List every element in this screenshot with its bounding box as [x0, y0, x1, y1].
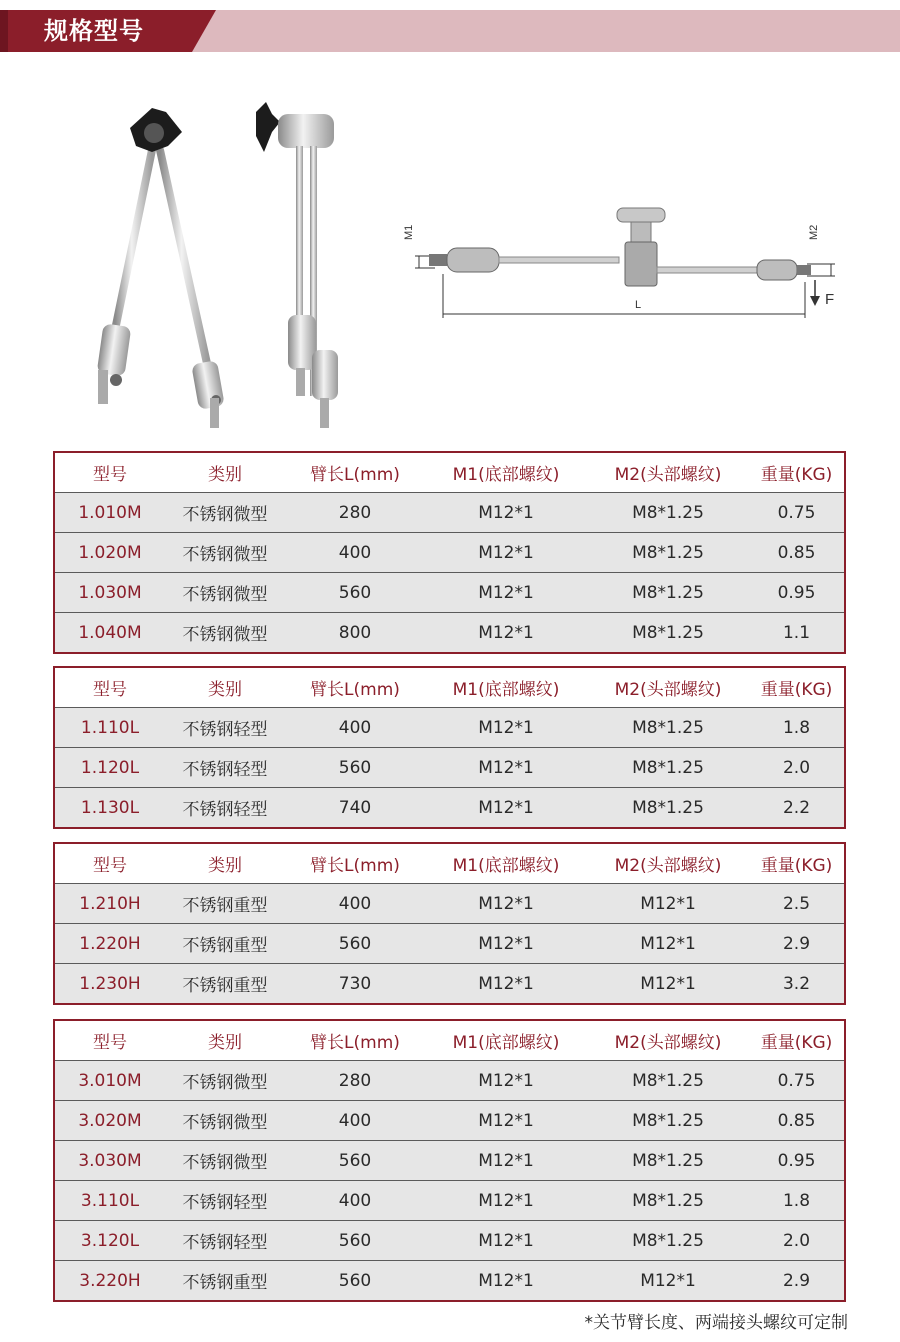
header-arm-length: 臂长L(mm): [310, 465, 400, 485]
cell-weight: 0.95: [777, 1150, 816, 1171]
table-row: [55, 572, 844, 612]
cell-m1: M12*1: [478, 582, 534, 603]
cell-weight: 2.2: [782, 797, 811, 818]
header-weight: 重量(KG): [760, 465, 833, 485]
table-row: [55, 1220, 844, 1260]
cell-weight: 0.85: [777, 542, 816, 563]
cell-m2: M8*1.25: [632, 717, 704, 738]
cell-arm-length: 280: [338, 1070, 372, 1091]
header-m2: M2(头部螺纹): [614, 465, 722, 485]
cell-arm-length: 280: [338, 502, 372, 523]
cell-arm-length: 560: [338, 1270, 372, 1291]
cell-m1: M12*1: [478, 933, 534, 954]
cell-model: 3.020M: [78, 1110, 142, 1131]
cell-category: 不锈钢微型: [182, 545, 268, 565]
spec-table-2: [53, 666, 846, 829]
cell-m2: M12*1: [640, 893, 696, 914]
cell-category: 不锈钢轻型: [182, 1233, 268, 1253]
cell-m2: M8*1.25: [632, 1110, 704, 1131]
cell-m1: M12*1: [478, 757, 534, 778]
table-row: [55, 963, 844, 1003]
cell-arm-length: 560: [338, 933, 372, 954]
table-row: [55, 1180, 844, 1220]
header-category: 类别: [208, 1033, 242, 1053]
table-row: [55, 612, 844, 652]
cell-category: 不锈钢重型: [182, 896, 268, 916]
cell-weight: 2.5: [782, 893, 811, 914]
cell-m1: M12*1: [478, 893, 534, 914]
header-m2: M2(头部螺纹): [614, 680, 722, 700]
cell-m2: M12*1: [640, 933, 696, 954]
cell-m1: M12*1: [478, 797, 534, 818]
cell-category: 不锈钢微型: [182, 505, 268, 525]
cell-model: 1.130L: [80, 797, 140, 818]
header-m1: M1(底部螺纹): [452, 680, 560, 700]
cell-weight: 2.9: [782, 1270, 811, 1291]
cell-category: 不锈钢轻型: [182, 1193, 268, 1213]
force-label: F: [825, 291, 835, 308]
header-category: 类别: [208, 856, 242, 876]
cell-category: 不锈钢轻型: [182, 760, 268, 780]
cell-weight: 3.2: [782, 973, 811, 994]
header-category: 类别: [208, 680, 242, 700]
header-m1: M1(底部螺纹): [452, 856, 560, 876]
cell-m2: M8*1.25: [632, 622, 704, 643]
cell-model: 3.110L: [80, 1190, 140, 1211]
cell-m2: M8*1.25: [632, 502, 704, 523]
cell-category: 不锈钢重型: [182, 936, 268, 956]
cell-arm-length: 560: [338, 757, 372, 778]
table-row: [55, 1060, 844, 1100]
cell-m1: M12*1: [478, 542, 534, 563]
cell-m2: M8*1.25: [632, 757, 704, 778]
cell-weight: 0.95: [777, 582, 816, 603]
header-weight: 重量(KG): [760, 1033, 833, 1053]
banner-stripe: [190, 10, 900, 52]
section-title: 规格型号: [44, 17, 144, 45]
table-row: [55, 492, 844, 532]
cell-weight: 1.1: [782, 622, 811, 643]
cell-arm-length: 400: [338, 1190, 372, 1211]
cell-category: 不锈钢微型: [182, 585, 268, 605]
cell-m2: M8*1.25: [632, 542, 704, 563]
table-row: [55, 883, 844, 923]
cell-m1: M12*1: [478, 1270, 534, 1291]
header-weight: 重量(KG): [760, 856, 833, 876]
cell-weight: 2.9: [782, 933, 811, 954]
section-banner: [0, 10, 900, 52]
table-header-row: [55, 844, 844, 883]
cell-category: 不锈钢轻型: [182, 800, 268, 820]
cell-weight: 1.8: [782, 717, 811, 738]
table-header-row: [55, 453, 844, 492]
table-row: [55, 1140, 844, 1180]
length-label: L: [635, 299, 642, 311]
cell-weight: 0.75: [777, 1070, 816, 1091]
cell-arm-length: 560: [338, 582, 372, 603]
cell-arm-length: 730: [338, 973, 372, 994]
cell-m1: M12*1: [478, 1070, 534, 1091]
header-arm-length: 臂长L(mm): [310, 856, 400, 876]
cell-m2: M8*1.25: [632, 582, 704, 603]
table-row: [55, 923, 844, 963]
cell-m2: M8*1.25: [632, 1230, 704, 1251]
cell-arm-length: 400: [338, 717, 372, 738]
header-m1: M1(底部螺纹): [452, 465, 560, 485]
header-model: 型号: [93, 856, 127, 876]
cell-arm-length: 740: [338, 797, 372, 818]
cell-weight: 2.0: [782, 757, 811, 778]
cell-arm-length: 800: [338, 622, 372, 643]
cell-weight: 2.0: [782, 1230, 811, 1251]
table-row: [55, 747, 844, 787]
cell-category: 不锈钢轻型: [182, 720, 268, 740]
articulating-arm-folded-image: [250, 100, 350, 430]
table-row: [55, 532, 844, 572]
cell-category: 不锈钢重型: [182, 1273, 268, 1293]
cell-category: 不锈钢微型: [182, 1073, 268, 1093]
cell-weight: 0.75: [777, 502, 816, 523]
header-model: 型号: [93, 1033, 127, 1053]
cell-m1: M12*1: [478, 1150, 534, 1171]
table-header-row: [55, 1021, 844, 1060]
cell-model: 1.120L: [80, 757, 140, 778]
header-model: 型号: [93, 680, 127, 700]
dimension-diagram: [395, 200, 845, 330]
header-category: 类别: [208, 465, 242, 485]
cell-m1: M12*1: [478, 1190, 534, 1211]
cell-category: 不锈钢重型: [182, 976, 268, 996]
cell-m2: M8*1.25: [632, 1070, 704, 1091]
cell-m1: M12*1: [478, 502, 534, 523]
header-m2: M2(头部螺纹): [614, 1033, 722, 1053]
cell-model: 1.220H: [79, 933, 141, 954]
header-arm-length: 臂长L(mm): [310, 1033, 400, 1053]
table-row: [55, 1100, 844, 1140]
m2-label: M2: [808, 224, 820, 240]
table-header-row: [55, 668, 844, 707]
spec-table-4: [53, 1019, 846, 1302]
product-images: [0, 90, 900, 440]
cell-model: 3.120L: [80, 1230, 140, 1251]
cell-model: 1.010M: [78, 502, 142, 523]
cell-m2: M12*1: [640, 1270, 696, 1291]
cell-model: 1.110L: [80, 717, 140, 738]
cell-model: 1.210H: [79, 893, 141, 914]
cell-m1: M12*1: [478, 1230, 534, 1251]
table-row: [55, 707, 844, 747]
cell-model: 3.030M: [78, 1150, 142, 1171]
cell-arm-length: 400: [338, 1110, 372, 1131]
cell-m2: M8*1.25: [632, 1150, 704, 1171]
cell-m2: M8*1.25: [632, 1190, 704, 1211]
header-arm-length: 臂长L(mm): [310, 680, 400, 700]
articulating-arm-open-image: [90, 100, 240, 430]
customization-footnote: *关节臂长度、两端接头螺纹可定制: [584, 1313, 848, 1333]
spec-table-3: [53, 842, 846, 1005]
cell-weight: 0.85: [777, 1110, 816, 1131]
cell-arm-length: 400: [338, 542, 372, 563]
cell-category: 不锈钢微型: [182, 1113, 268, 1133]
cell-model: 1.020M: [78, 542, 142, 563]
cell-model: 3.220H: [79, 1270, 141, 1291]
cell-m1: M12*1: [478, 973, 534, 994]
table-row: [55, 787, 844, 827]
cell-arm-length: 400: [338, 893, 372, 914]
cell-m2: M12*1: [640, 973, 696, 994]
cell-arm-length: 560: [338, 1230, 372, 1251]
header-m2: M2(头部螺纹): [614, 856, 722, 876]
cell-arm-length: 560: [338, 1150, 372, 1171]
cell-category: 不锈钢微型: [182, 1153, 268, 1173]
cell-model: 1.040M: [78, 622, 142, 643]
cell-weight: 1.8: [782, 1190, 811, 1211]
m1-label: M1: [403, 224, 415, 240]
cell-model: 1.230H: [79, 973, 141, 994]
cell-category: 不锈钢微型: [182, 625, 268, 645]
header-weight: 重量(KG): [760, 680, 833, 700]
table-row: [55, 1260, 844, 1300]
header-model: 型号: [93, 465, 127, 485]
cell-m1: M12*1: [478, 622, 534, 643]
cell-m2: M8*1.25: [632, 797, 704, 818]
spec-table-1: [53, 451, 846, 654]
cell-model: 1.030M: [78, 582, 142, 603]
cell-model: 3.010M: [78, 1070, 142, 1091]
cell-m1: M12*1: [478, 717, 534, 738]
cell-m1: M12*1: [478, 1110, 534, 1131]
header-m1: M1(底部螺纹): [452, 1033, 560, 1053]
